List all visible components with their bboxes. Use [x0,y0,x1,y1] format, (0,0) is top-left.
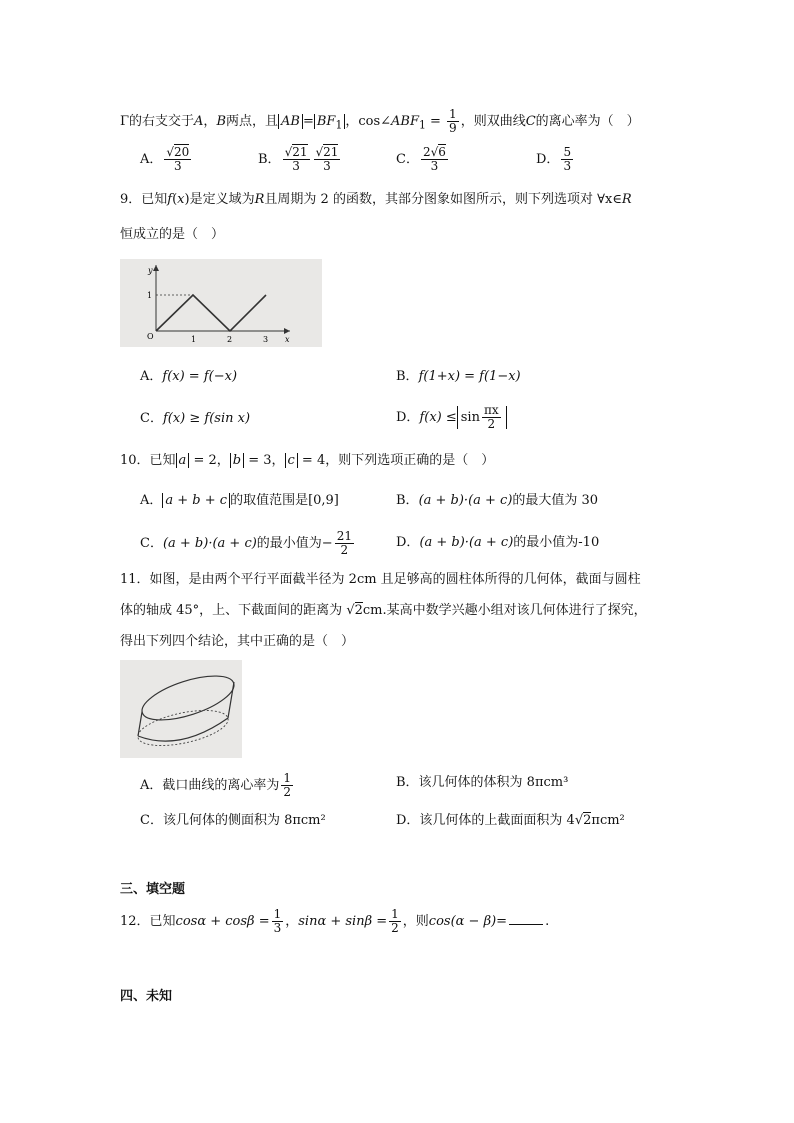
fraction [314,146,341,173]
option-expr: f(1+x) = f(1−x) [418,369,521,384]
b-val: = 3， [244,453,285,468]
dot-expr: (a + b)·(a + c) [419,535,514,550]
q11-line1: 11．如图，是由两个平行平面截半径为 2cm 且足够高的圆柱体所得的几何体，截面与圆柱 [120,572,641,587]
q10-num: 10．已知 [120,453,176,468]
right-edge [228,682,234,718]
vector-b: b [232,453,242,468]
option-label: D． [536,152,560,167]
q9-stem-line1: 9．已知f(x)是定义域为R且周期为 2 的函数，其部分图象如图所示，则下列选项对 ∀x∈R [120,192,632,207]
fraction [272,908,284,935]
denominator: 9 [449,121,457,135]
q8-mid: 两点，且 [226,114,279,129]
sub: 1 [335,118,343,132]
q8-post2: 的离心率为（ ） [535,114,640,129]
option-label: C． [140,536,163,551]
q9-stem-line2: 恒成立的是（ ） [120,227,225,242]
comma: ， [285,914,299,929]
denominator: 2 [391,921,399,935]
q9-graph [120,259,322,347]
denominator: 2 [487,417,496,431]
q9-option-a [140,368,237,386]
denominator: 3 [292,159,300,173]
option-label: A． [140,493,163,508]
a-val: = 2， [189,453,230,468]
option-expr: f(x) = f(−x) [162,369,238,384]
fraction [482,404,501,431]
q11-text: cm.某高中数学兴趣小组对该几何体进行了探究， [362,603,647,618]
x-arrow [284,328,290,334]
q11-option-c: C．该几何体的侧面积为 8πcm² [140,813,326,828]
numerator: 1 [273,907,282,921]
x-tick-3: 3 [263,335,269,344]
denominator: 2 [283,785,292,799]
ab: AB [281,114,300,129]
sin: sin [460,410,480,425]
bf: BF [316,114,336,129]
option-label: D． [396,535,420,550]
numerator: 1 [391,907,399,921]
q9-text: 且周期为 2 的函数，其部分图象如图所示，则下列选项对 [264,192,593,207]
option-text: 的最小值为− [256,536,333,551]
origin-label: O [147,332,154,341]
abs-ab [278,114,303,129]
x-label: x [285,335,290,344]
abs-a [176,453,190,468]
abs-sum [162,493,230,508]
option-text: 的最小值为-10 [513,535,600,550]
sub: 1 [418,118,426,132]
option-label: B． [396,369,419,384]
q8-option-d [536,146,575,173]
radicand: 21 [292,145,308,159]
q8-comma: ， [203,114,217,129]
q11-figure [120,660,242,758]
bottom-ellipse [135,704,231,752]
denominator: 3 [430,159,439,173]
y-label: y [148,266,153,275]
denominator: 3 [273,921,282,935]
abs-sin [457,403,507,431]
period: . [545,914,550,929]
q12-stem [120,908,549,935]
numerator: 2√6 [422,145,446,159]
x-tick-2: 2 [227,335,233,344]
cos-angle: ，cos∠ [345,114,392,129]
option-text: πcm² [591,813,625,828]
q11-option-d: D．该几何体的上截面面积为 4√2πcm² [396,813,625,828]
option-label: B． [258,152,281,167]
section-heading-unknown: 四、未知 [120,989,173,1004]
numerator: √21 [315,145,339,159]
q11-option-b: B．该几何体的体积为 8πcm³ [396,775,569,790]
numerator: πx [483,403,499,417]
option-label: A． [140,152,163,167]
option-expr: f(x) ≤ [419,410,457,425]
denominator: 3 [323,159,331,173]
q11-line3: 得出下列四个结论，其中正确的是（ ） [120,634,355,649]
y-arrow [153,265,159,271]
target-expr: cos(α − β)= [428,914,508,929]
fraction [561,146,573,173]
q9-text: 是定义域为 [189,192,255,207]
denominator: 3 [563,159,572,173]
option-label: C． [396,152,419,167]
q8-stem [120,108,640,135]
forall: ∀x∈ [597,192,622,207]
radicand: 20 [174,145,190,159]
r: R [254,192,265,207]
option-label: C． [140,411,163,426]
top-ellipse [137,667,239,729]
numerator: √20 [166,145,190,159]
graph-line [156,295,266,331]
bottom-front-arc [138,718,228,741]
q9-option-b [396,368,521,386]
q8-option-a [140,146,193,173]
radicand: 2 [354,603,363,618]
q8-option-c [396,146,450,173]
radicand: 2 [583,813,592,828]
sin-expr: sinα + sinβ = [298,914,388,929]
q9-num: 9．已知 [120,192,168,207]
q10-option-b [396,492,598,510]
y-tick-1: 1 [147,291,153,300]
denominator: 3 [174,159,182,173]
option-label: A． [140,369,163,384]
x-tick-1: 1 [191,335,197,344]
numerator: 21 [336,529,352,543]
abs-c [285,453,298,468]
fraction [283,146,310,173]
option-text: 的取值范围是[0,9] [230,493,339,508]
eq: = [302,114,314,129]
abs-b [230,453,244,468]
point-b: B [216,114,226,129]
option-label: B． [396,493,419,508]
f: f [167,192,173,207]
dot-expr: (a + b)·(a + c) [162,536,257,551]
numerator: 5 [563,145,572,159]
fraction [389,908,401,935]
q9-option-c [140,410,250,428]
curve-c: C [525,114,536,129]
fraction [164,146,191,173]
fraction [421,146,448,173]
r: R [621,192,632,207]
q11-option-a [140,772,295,799]
coef: 2 [422,145,431,159]
q8-option-b [258,146,342,173]
abf: ABF [391,114,419,129]
q9-option-d [396,404,507,431]
q11-text: 体的轴成 45°，上、下截面间的距离为 [120,603,343,618]
point-a: A [194,114,204,129]
fraction [335,530,354,557]
vector-sum: a + b + c [165,493,228,508]
option-text: 的最大值为 30 [512,493,599,508]
q12-text: ，则 [402,914,429,929]
answer-blank[interactable] [509,924,543,925]
vector-a: a [178,453,187,468]
q12-num: 12．已知 [120,914,176,929]
q10-stem [120,452,494,470]
abs-bf1 [314,114,345,132]
q10-option-a [140,492,339,510]
option-text: D．该几何体的上截面面积为 4 [396,813,575,828]
solid-figure [120,660,242,758]
option-label: D． [396,410,420,425]
eq: = [425,114,446,129]
fraction [281,772,293,799]
q11-line2: 体的轴成 45°，上、下截面间的距离为 √2cm.某高中数学兴趣小组对该几何体进行了探究， [120,603,647,618]
dot-expr: (a + b)·(a + c) [418,493,513,508]
option-expr: f(x) ≥ f(sin x) [162,411,251,426]
radicand: 6 [438,145,446,159]
x: x [177,192,185,207]
q8-text: Γ的右支交于 [120,114,195,129]
c-val: = 4，则下列选项正确的是（ ） [297,453,495,468]
numerator: √21 [284,145,308,159]
cos-expr: cosα + cosβ = [175,914,270,929]
function-graph [120,259,322,347]
option-text: A．截口曲线的离心率为 [140,778,280,793]
q10-option-c [140,530,356,557]
radicand: 21 [323,145,339,159]
numerator: 1 [449,107,457,121]
left-edge [138,712,142,736]
vector-c: c [287,453,295,468]
denominator: 2 [340,543,349,557]
fraction-one-ninth [447,108,459,135]
q8-post: ，则双曲线 [460,114,526,129]
q10-option-d [396,534,599,552]
numerator: 1 [283,771,292,785]
section-heading-fill-blank: 三、填空题 [120,882,186,897]
